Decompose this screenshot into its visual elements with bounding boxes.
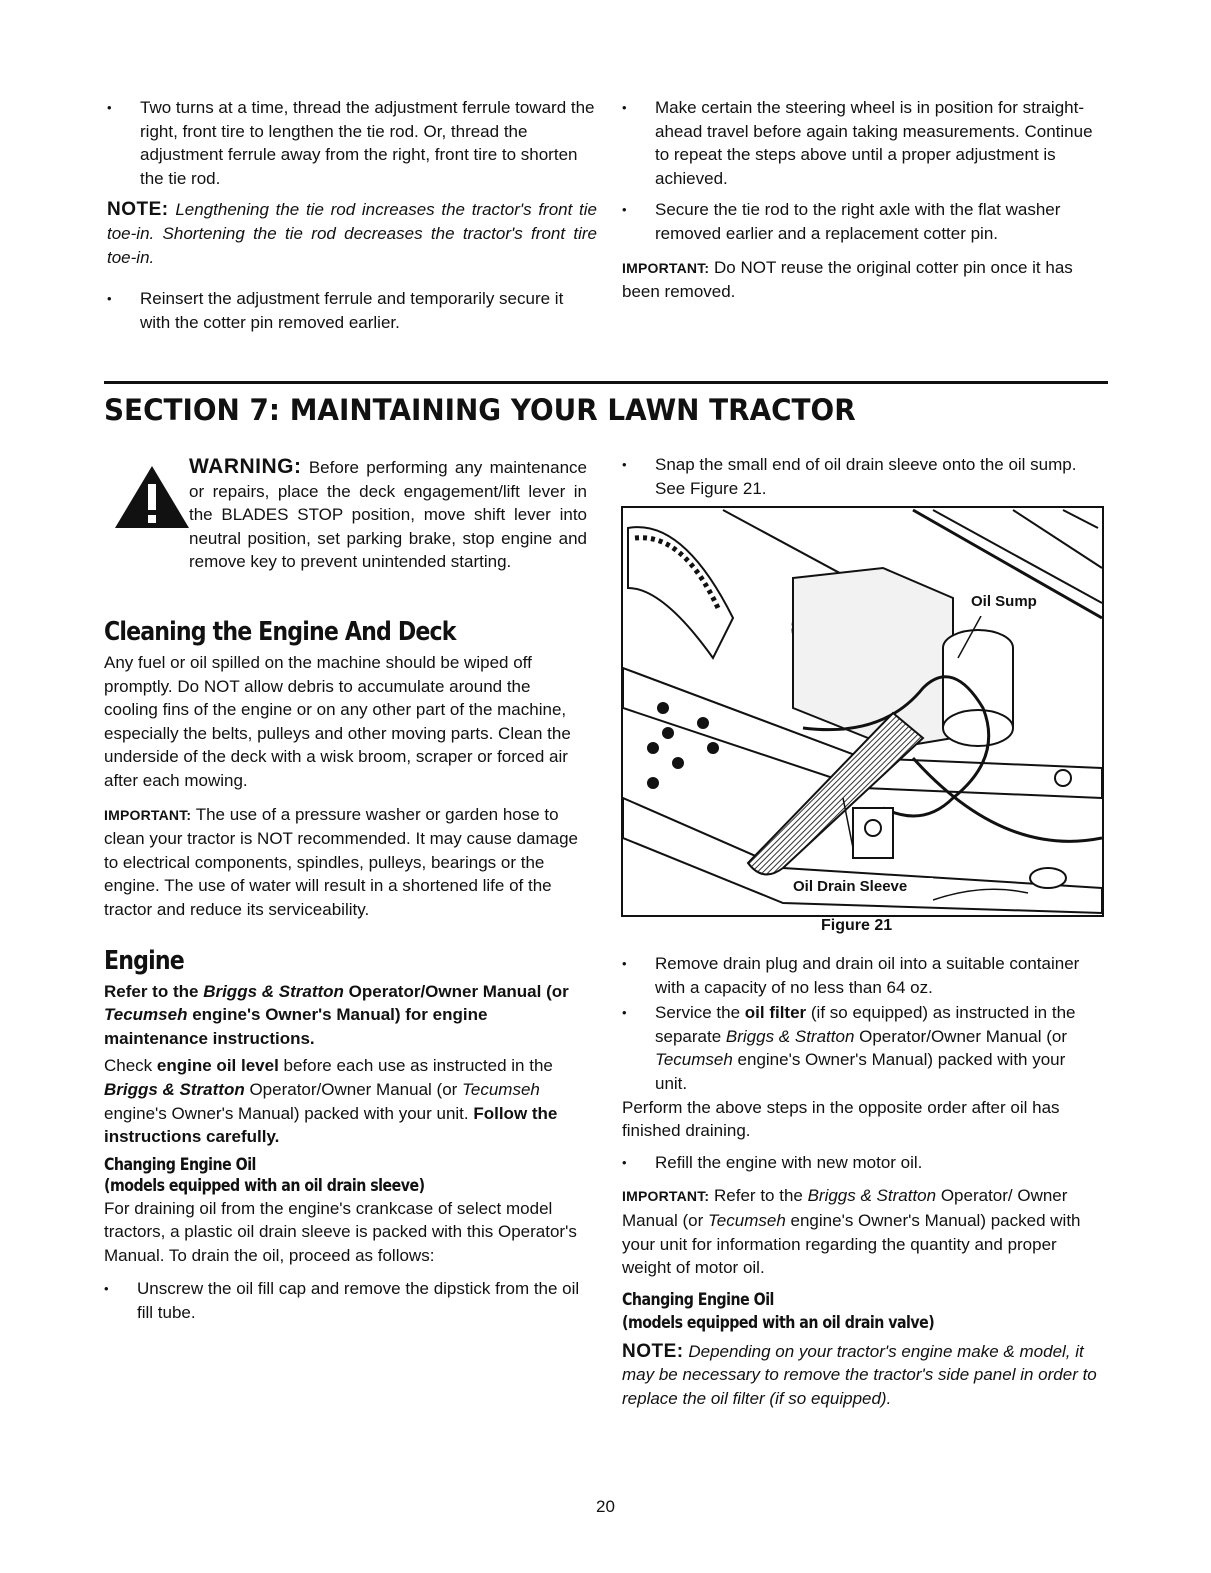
page-number: 20 xyxy=(596,1497,615,1516)
check-emphasis: engine oil level xyxy=(156,1056,279,1076)
steering-wheel-step: • Make certain the steering wheel is in position for straight-ahead travel before again taking measurements. Continue to repeat the steps above until a proper adjustment is achieved. xyxy=(622,96,1107,190)
check-brand: Briggs & Stratton xyxy=(104,1079,245,1099)
refill-engine-step: • Refill the engine with new motor oil. xyxy=(622,1151,1100,1175)
engine-heading: Engine xyxy=(104,945,184,976)
service-emphasis: oil filter xyxy=(744,1003,807,1023)
changing-oil-valve-subheading: (models equipped with an oil drain valve) xyxy=(622,1312,935,1332)
note-label: NOTE: xyxy=(107,199,169,221)
changing-oil-subheading: (models equipped with an oil drain sleeve) xyxy=(104,1175,425,1195)
warning-body: Before performing any maintenance or repairs, place the deck engagement/lift lever in the BLADES STOP position, move shift lever into neutral position, set parking brake, stop engine and remove key to prevent unintended starting. xyxy=(189,458,587,572)
note-label: NOTE: xyxy=(622,1340,684,1362)
right-column-bottom xyxy=(622,952,1100,1411)
refer-brand: Tecumseh xyxy=(104,1005,188,1025)
refer-part: engine's Owner's Manual) for engine maintenance instructions. xyxy=(104,1005,488,1048)
refer-part: Operator/Owner Manual (or xyxy=(343,981,569,1001)
refer-part: Refer to the xyxy=(104,981,204,1001)
important-part: Operator/ Owner Manual (or xyxy=(622,1186,1068,1230)
check-oil-paragraph xyxy=(104,1054,588,1148)
important-part: engine's Owner's Manual) packed with your unit for information regarding the quantity and proper weight of motor oil. xyxy=(622,1210,1081,1278)
cleaning-heading: Cleaning the Engine And Deck xyxy=(104,617,456,647)
important-label: IMPORTANT: xyxy=(622,1188,710,1205)
changing-oil-valve-heading: Changing Engine Oil xyxy=(622,1289,774,1309)
important-text: The use of a pressure washer or garden hose to clean your tractor is NOT recommended. It may cause damage to electrical components, spindles, pulleys, bearings or the engine. The use of water will result in a shortened life of the tractor and reduce its serviceability. xyxy=(104,804,578,919)
note-text: Depending on your tractor's engine make & model, it may be necessary to remove the tractor's side panel in order to replace the oil filter (if so equipped). xyxy=(622,1341,1097,1408)
motor-oil-important xyxy=(622,1184,1100,1279)
left-column xyxy=(104,617,588,1325)
engine-refer-text xyxy=(104,980,588,1051)
right-column-top xyxy=(622,453,1100,500)
check-part: Operator/Owner Manual (or xyxy=(244,1079,463,1099)
service-brand: Briggs & Stratton xyxy=(725,1026,855,1046)
refer-brand: Briggs & Stratton xyxy=(203,981,344,1001)
check-part: engine's Owner's Manual) packed with your unit. xyxy=(104,1103,474,1123)
service-brand: Tecumseh xyxy=(655,1050,733,1070)
check-part: before each use as instructed in the xyxy=(278,1056,553,1076)
section-divider xyxy=(104,381,1108,384)
cleaning-paragraph: Any fuel or oil spilled on the machine should be wiped off promptly. Do NOT allow debris to accumulate around the cooling fins of the engine or on any other part of the machine, especially the belts, pulleys and other moving parts. Clean the underside of the deck with a wisk broom, scraper or forced air after each mowing. xyxy=(104,653,571,790)
cotter-pin-important xyxy=(622,256,1107,304)
oil-sump-label: Oil Sump xyxy=(971,593,1037,610)
service-part: engine's Owner's Manual) packed with your unit. xyxy=(655,1050,1066,1093)
drain-sleeve-paragraph: For draining oil from the engine's crankcase of select model tractors, a plastic oil drain sleeve is packed with this Operator's Manual. To drain the oil, proceed as follows: xyxy=(104,1198,577,1265)
side-panel-note xyxy=(622,1340,1100,1411)
top-right-column xyxy=(622,96,1107,304)
figure-caption: Figure 21 xyxy=(821,917,893,934)
unscrew-cap-step: • Unscrew the oil fill cap and remove the dipstick from the oil fill tube. xyxy=(104,1277,588,1324)
pressure-washer-important xyxy=(104,803,588,922)
service-part: (if so equipped) as instructed in the separate xyxy=(655,1003,1076,1046)
important-text: Do NOT reuse the original cotter pin once it has been removed. xyxy=(622,257,1073,302)
service-part: Operator/Owner Manual (or xyxy=(854,1026,1067,1046)
check-part: Check xyxy=(104,1056,157,1076)
important-brand: Tecumseh xyxy=(707,1210,786,1230)
tie-rod-note xyxy=(107,198,597,269)
important-label: IMPORTANT: xyxy=(104,806,192,823)
important-brand: Briggs & Stratton xyxy=(807,1186,937,1206)
check-brand: Tecumseh xyxy=(462,1079,540,1099)
top-left-column xyxy=(107,96,597,334)
service-part: Service the xyxy=(655,1003,745,1023)
remove-drain-plug-step: • Remove drain plug and drain oil into a suitable container with a capacity of no less than 64 oz. xyxy=(622,952,1100,999)
important-part: Refer to the xyxy=(709,1186,808,1206)
warning-label: WARNING: xyxy=(189,455,302,478)
secure-tie-rod-step: • Secure the tie rod to the right axle with the flat washer removed earlier and a replacement cotter pin. xyxy=(622,198,1107,245)
reinsert-ferrule-step: • Reinsert the adjustment ferrule and temporarily secure it with the cotter pin removed earlier. xyxy=(107,287,597,334)
warning-icon xyxy=(112,462,192,532)
service-filter-step xyxy=(622,1001,1100,1095)
note-text: Lengthening the tie rod increases the tractor's front tie toe-in. Shortening the tie rod decreases the tractor's front tire toe-in. xyxy=(107,200,597,267)
warning-text xyxy=(189,455,587,574)
perform-steps-paragraph: Perform the above steps in the opposite order after oil has finished draining. xyxy=(622,1097,1060,1141)
snap-sleeve-step: • Snap the small end of oil drain sleeve onto the oil sump. See Figure 21. xyxy=(622,453,1100,500)
check-emphasis: Follow the instructions carefully. xyxy=(104,1103,558,1147)
figure-21-illustration xyxy=(621,506,1104,917)
important-label: IMPORTANT: xyxy=(622,259,710,276)
tie-rod-thread-step: • Two turns at a time, thread the adjustment ferrule toward the right, front tire to lengthen the tie rod. Or, thread the adjustment ferrule away from the right, front tire to shorten the tie rod. xyxy=(107,96,597,190)
section-title: SECTION 7: MAINTAINING YOUR LAWN TRACTOR xyxy=(104,393,856,427)
oil-drain-sleeve-label: Oil Drain Sleeve xyxy=(793,878,908,895)
changing-oil-heading: Changing Engine Oil xyxy=(104,1154,256,1174)
